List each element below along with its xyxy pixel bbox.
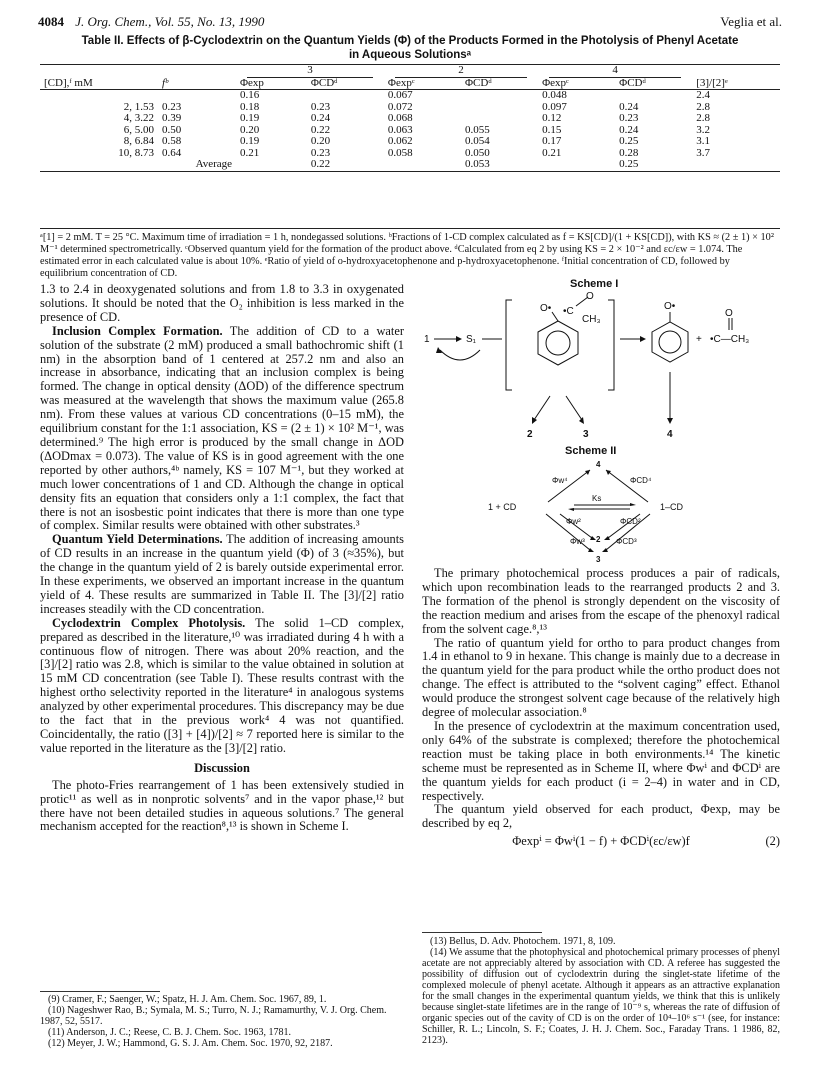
scheme1-acyl-c: •C	[563, 306, 574, 317]
table-cell: 0.048	[542, 89, 567, 101]
table-cell: 0.22	[310, 123, 331, 136]
equation-number: (2)	[765, 834, 780, 849]
column-header: ΦCDᵈ	[619, 76, 646, 89]
table-cell: 0.055	[465, 123, 490, 136]
paragraph: The ratio of quantum yield for ortho to para product changes from 1.4 in ethanol to 9 in hexane. This change is mainly due to a decrease in the quantum yield for the para product while the ortho product does not change. The effect is attributed to the “solvent caging” effect. Ethanol would produce the strongest solvent cage because of the relatively high degree of molecular association.⁸	[422, 635, 780, 720]
table-cell	[384, 159, 461, 171]
scheme1-product4: 4	[667, 429, 673, 440]
table-cell: 0.18	[240, 100, 260, 113]
paragraph: The primary photochemical process produces a pair of radicals, which upon recombination leads to the rearranged products 2 and 3. The formation of the phenol is strongly dependent on the viscosity of the reaction medium and arises from the escape of the phenoxyl radical from the solvent cage.⁸,¹³	[422, 566, 780, 636]
equation-2	[422, 835, 780, 849]
table-cell: 4, 3.22	[123, 112, 154, 124]
scheme1-title: Scheme I	[570, 278, 619, 290]
table-cell: 0.072	[387, 100, 413, 113]
table-caption	[40, 34, 780, 62]
table-cell	[236, 159, 307, 171]
average-value: 0.22	[310, 158, 331, 170]
table-cell	[158, 90, 236, 102]
paragraph: Cyclodextrin Complex Photolysis. The solid 1–CD complex, prepared as described in the literature,¹⁰ was irradiated during 4 h with a continuous flow of nitrogen. There was about 20% reaction, and the [3]/[2] ratio was 2.8, which is similar to the value obtained in solution at 15 mM CD concentration (see Table I). These results contrast with the highest ortho selectivity reported in the literature⁴ in analogous systems analyzed by other experimental procedures. This discrepancy may be due to the fact that in the previous work⁴ 4 was not quantified. Coincidentally, the ratio ([3] + [4])/[2] ≈ 7 reported here is similar to the value reported in the literature as the [3]/[2] ratio.	[40, 615, 404, 755]
column-header: Φexpᶜ	[387, 76, 415, 89]
table-cell: 0.24	[310, 112, 331, 124]
table-cell: 0.058	[387, 146, 413, 159]
table-cell: 0.054	[465, 135, 490, 147]
table-cell: 8, 6.84	[123, 135, 154, 147]
scheme1-ch3: CH₃	[582, 314, 601, 325]
table-cell: 0.067	[387, 89, 413, 101]
table-cell: 0.12	[542, 112, 562, 124]
table-cell	[461, 90, 538, 102]
scheme2-phi-cd3: ΦCD³	[616, 537, 637, 546]
table-cell: 0.23	[310, 146, 331, 159]
scheme2-phi-w2: Φw²	[566, 517, 581, 526]
table-row	[40, 136, 780, 148]
paragraph: In the presence of cyclodextrin at the maximum concentration used, only 64% of the substrate is complexed; therefore the photochemical reaction must be taking place in both environments.¹⁴ The kinetic scheme must be represented as in Scheme II, where Φwⁱ and ΦCDⁱ are the quantum yields for each product (i = 2–4) in water and in CD, respectively.	[422, 718, 780, 803]
left-column	[40, 283, 404, 834]
table-cell	[40, 90, 158, 102]
reference-item: (10) Nageshwer Rao, B.; Symala, M. S.; Turro, N. J.; Ramamurthy, V. J. Org. Chem. 1987, 52, 5517.	[40, 1005, 387, 1027]
table-cell: 0.20	[240, 123, 260, 136]
table-cell: 0.25	[619, 135, 639, 147]
column-header: [3]/[2]ᵉ	[696, 76, 728, 89]
table-cell: 0.16	[240, 89, 260, 101]
table-average-row	[40, 159, 780, 171]
table-cell: 0.58	[162, 135, 182, 147]
table-cell: 0.068	[387, 112, 413, 124]
paragraph: The photo-Fries rearrangement of 1 has been extensively studied in protic¹¹ as well as in nonprotic solvents⁷ and in the vapor phase,¹² but there have not been detailed studies in aqueous solutions.⁷ The general mechanism accepted for the reaction⁸,¹³ is shown in Scheme I.	[40, 777, 404, 834]
section-lead: Cyclodextrin Complex Photolysis.	[52, 615, 246, 630]
scheme2-product3: 3	[596, 555, 601, 564]
scheme2-complex: 1–CD	[660, 502, 684, 512]
table-cell: 6, 5.00	[123, 123, 154, 136]
average-label: Average	[195, 158, 232, 170]
table-cell	[40, 159, 158, 171]
table-cell: 10, 8.73	[118, 146, 154, 159]
references-left	[40, 994, 404, 1049]
table-cell: 0.64	[162, 146, 182, 159]
table-cell: 0.21	[240, 146, 260, 159]
table-cell: 0.097	[542, 100, 567, 113]
column-header: Φexpᶜ	[542, 76, 569, 89]
scheme2-product2: 2	[596, 535, 601, 544]
table-cell: 0.50	[162, 123, 182, 136]
column-header: ΦCDᵈ	[465, 76, 492, 89]
group-header: 3	[236, 65, 384, 78]
section-lead: Quantum Yield Determinations.	[52, 532, 223, 547]
table-caption-line1: Table II. Effects of β-Cyclodextrin on the Quantum Yields (Φ) of the Products Formed in the Photolysis of Phenyl Acetate	[81, 35, 739, 47]
refs-divider	[40, 991, 160, 992]
group-header: 2	[384, 65, 538, 78]
table-cell: 0.39	[162, 112, 182, 124]
table-cell: 2.4	[696, 89, 710, 101]
table-cell: 0.063	[387, 123, 413, 136]
scheme2-phi-w4: Φw⁴	[552, 476, 568, 485]
discussion-heading: Discussion	[194, 760, 250, 775]
scheme2-diagram	[480, 458, 720, 564]
table-row	[40, 90, 780, 102]
column-header: Φexp	[240, 76, 264, 89]
scheme1-phenoxyl-o: O•	[664, 301, 676, 312]
scheme1-acetyl-o: O	[725, 308, 733, 319]
references-right	[422, 936, 780, 1046]
right-column	[422, 567, 780, 849]
table-cell: 0.062	[387, 135, 413, 147]
page-number: 4084	[38, 14, 64, 29]
quantum-yield-table	[40, 64, 780, 172]
reference-item: (11) Anderson, J. C.; Reese, C. B. J. Chem. Soc. 1963, 1781.	[48, 1027, 291, 1038]
table-cell	[461, 102, 538, 114]
table-cell	[615, 90, 692, 102]
table-cell	[461, 113, 538, 125]
table-cell: 0.17	[542, 135, 562, 147]
scheme1-radical-o: O•	[540, 303, 552, 314]
scheme2-title: Scheme II	[565, 445, 617, 457]
table-cell: 0.15	[542, 123, 562, 136]
reference-item: (14) We assume that the photophysical and photochemical primary processes of phenyl acetate are not appreciably altered by association with CD. A referee has suggested the possibility of diffusion out of cyclodextrin during the singlet-state lifetime of the complexed molecule of phenyl acetate. Although it appears as an attractive explanation for the small changes in the experimental quantum yields, we think that this is unlikely because singlet-state lifetimes are in the range of 10⁻⁹ s, whereas the rate of diffusion of organic species out of the cavity of CD is on the order of 10⁴–10⁶ s⁻¹ (see, for instance: Schiller, R. L.; Lincoln, S. F.; Coates, J. H. J. Chem. Soc., Faraday Trans. 1 1986, 82, 2123).	[422, 947, 780, 1046]
scheme2-ks: Ks	[592, 494, 602, 503]
paragraph: 1.3 to 2.4 in deoxygenated solutions and from 1.8 to 3.3 in oxygenated solutions. It should be noted that the O₂ inhibition is less marked in the presence of CD.	[40, 282, 404, 324]
scheme1-diagram	[420, 292, 780, 442]
table-footnotes: ᵃ[1] = 2 mM. T = 25 °C. Maximum time of irradiation = 1 h, nondegassed solutions. ᵇFractions of 1-CD complex calculated as f = KS[CD]/(1 + KS[CD]), with KS ≈ (2 ± 1) × 10² M⁻¹ determined spectrometrically. ᶜObserved quantum yield for the formation of the product above. ᵈCalculated from eq 2 by using KS = 2 × 10⁻² and εc/εw = 1.074. The estimated error in each calculated value is about 10%. ᵉRatio of yield of o-hydroxyacetophenone and p-hydroxyacetophenone. ᶠInitial concentration of CD, followed by equilibrium concentration of CD.	[40, 232, 774, 279]
table-row	[40, 148, 780, 160]
table-cell: 2.8	[696, 100, 710, 113]
scheme1-plus: +	[696, 334, 702, 345]
table-cell: 3.7	[696, 146, 710, 159]
table-cell: 3.2	[696, 123, 710, 136]
table-cell: 0.23	[162, 100, 182, 113]
scheme1-acyl-o: O	[586, 292, 594, 302]
scheme2-reactants: 1 + CD	[488, 502, 517, 512]
table-row	[40, 113, 780, 125]
paragraph: The quantum yield observed for each product, Φexp, may be described by eq 2,	[422, 802, 780, 831]
author-header: Veglia et al.	[720, 14, 782, 29]
refs-divider	[422, 932, 542, 933]
table-cell: 0.19	[240, 135, 260, 147]
table-header-row	[40, 78, 780, 90]
reference-item: (12) Meyer, J. W.; Hammond, G. S. J. Am. Chem. Soc. 1970, 92, 2187.	[48, 1038, 333, 1049]
reference-item: (13) Bellus, D. Adv. Photochem. 1971, 8, 109.	[430, 936, 616, 947]
table-cell: 2, 1.53	[123, 100, 154, 113]
scheme1-product3: 3	[583, 429, 589, 440]
journal-citation: J. Org. Chem., Vol. 55, No. 13, 1990	[75, 14, 265, 29]
column-header: ΦCDᵈ	[310, 76, 338, 89]
scheme2-phi-cd4: ΦCD⁴	[630, 476, 652, 485]
scheme1-compound1: 1	[424, 334, 430, 345]
scheme1-product2: 2	[527, 429, 533, 440]
section-lead: Inclusion Complex Formation.	[52, 323, 223, 338]
table-cell	[307, 90, 384, 102]
group-header: 4	[538, 65, 692, 78]
scheme1-s1: S₁	[466, 334, 477, 345]
paragraph: Inclusion Complex Formation. The addition of CD to a water solution of the substrate (2 mM) produced a small bathochromic shift (1 nm) in the absorption band of 1 centered at 257.2 nm and also an increase in absorbance, indicating that an inclusion complex is being formed. The change in optical density (ΔOD) of the difference spectrum was measured at the wavelength that shows the maximum value (265.8 nm). From these values at various CD concentrations (0–15 mM), the equilibrium constant for the 1:1 association, KS = (2 ± 1) × 10² M⁻¹, was determined.⁹ The high error is produced by the small change in ΔOD (ΔODmax = 0.073). The value of KS is in good agreement with the one reported by other authors,⁴ᵇ namely, KS = 107 M⁻¹, but they worked at much lower concentrations of 1 and CD. Although the change in optical density fits an equation that considers only a 1:1 complex, the fact that there is not an isosbestic point indicates that there is more than one type of complex. Similar results were obtained with other substrates.³	[40, 323, 404, 533]
column-header: [CD],ᶠ mM	[44, 76, 93, 89]
table-cell: 0.050	[465, 146, 490, 159]
average-value: 0.053	[465, 158, 490, 170]
table-cell	[692, 159, 780, 171]
table-cell: 3.1	[696, 135, 710, 147]
scheme2-phi-cd2: ΦCD²	[620, 517, 641, 526]
table-bottom-rule	[40, 228, 780, 229]
table-cell: 0.19	[240, 112, 260, 124]
table-cell: 0.23	[619, 112, 639, 124]
table-caption-line2: in Aqueous Solutionsᵃ	[348, 49, 472, 61]
paragraph: Quantum Yield Determinations. The addition of increasing amounts of CD results in an increase in the quantum yield (Φ) of 3 (≈35%), but the change in the quantum yield of 2 is barely outside experimental error. In these experiments, we observed an important increase in the quantum yield of 4. These results are summarized in Table II. The [3]/[2] ratio increases steadily with the CD concentration.	[40, 532, 404, 616]
table-cell: 0.24	[619, 123, 639, 136]
scheme1-acetyl-radical: •C—CH₃	[710, 334, 750, 345]
scheme2-product4: 4	[596, 460, 601, 469]
column-header: fᵇ	[162, 76, 169, 89]
table-cell: 2.8	[696, 112, 710, 124]
table-cell: 0.23	[310, 100, 331, 113]
table-cell: 0.20	[310, 135, 331, 147]
table-cell: 0.24	[619, 100, 639, 113]
table-cell: 0.28	[619, 146, 639, 159]
reference-item: (9) Cramer, F.; Saenger, W.; Spatz, H. J. Am. Chem. Soc. 1967, 89, 1.	[48, 994, 327, 1005]
average-value: 0.25	[619, 158, 639, 170]
equation-body: Φexpⁱ = Φwⁱ(1 − f) + ΦCDⁱ(εc/εw)f	[512, 834, 690, 849]
table-cell: 0.21	[542, 146, 562, 159]
table-cell	[538, 159, 615, 171]
scheme2-phi-w3: Φw³	[570, 537, 585, 546]
